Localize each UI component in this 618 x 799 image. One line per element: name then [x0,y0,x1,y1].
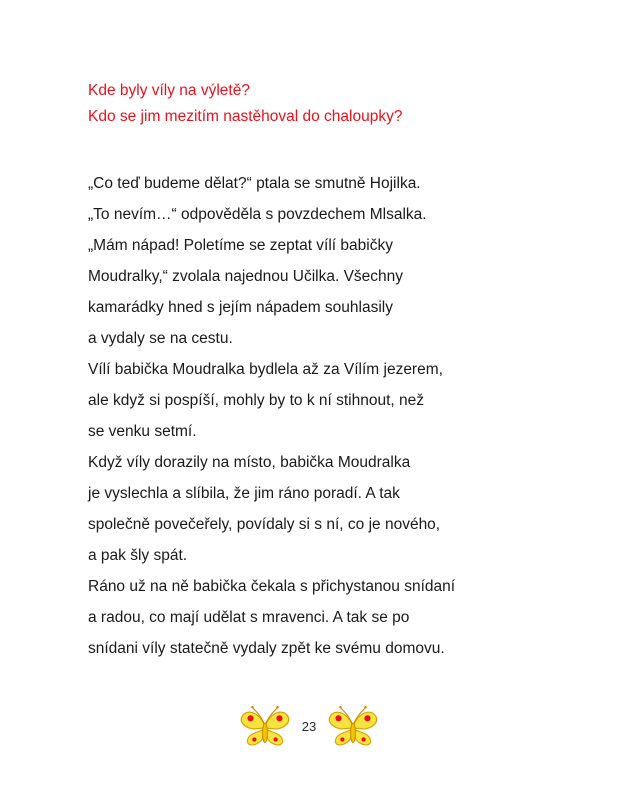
paragraph-2 [88,354,558,447]
paragraph-3 [88,447,558,571]
text-line: a vydaly se na cestu. [88,330,233,347]
paragraph-1 [88,168,558,354]
butterfly-icon [324,699,382,753]
question-line-2: Kdo se jim mezitím nastěhoval do chaloupky? [88,108,403,125]
butterfly-icon [236,699,294,753]
text-line: a pak šly spát. [88,547,188,564]
text-line: Když víly dorazily na místo, babička Moudralka [88,454,411,471]
text-line: „Mám nápad! Poletíme se zeptat vílí babičky [88,237,393,254]
text-line: ale když si pospíší, mohly by to k ní stihnout, než [88,392,424,409]
text-line: a radou, co mají udělat s mravenci. A tak se po [88,609,410,626]
question-block [88,78,558,130]
paragraph-4 [88,571,558,664]
story-body [88,168,558,664]
text-line: Vílí babička Moudralka bydlela až za Vílím jezerem, [88,361,443,378]
text-line: společně povečeřely, povídaly si s ní, co je nového, [88,516,441,533]
text-line: „Co teď budeme dělat?“ ptala se smutně Hojilka. [88,175,421,192]
question-line-1: Kde byly víly na výletě? [88,82,250,99]
page-number: 23 [301,718,317,734]
text-line: Moudralky,“ zvolala najednou Učilka. Všechny [88,268,404,285]
text-line: kamarádky hned s jejím nápadem souhlasily [88,299,393,316]
text-line: se venku setmí. [88,423,197,440]
text-line: snídani víly statečně vydaly zpět ke svému domovu. [88,640,445,657]
text-line: je vyslechla a slíbila, že jim ráno poradí. A tak [88,485,400,502]
text-line: Ráno už na ně babička čekala s přichystanou snídaní [88,578,456,595]
page-footer [0,699,618,753]
text-line: „To nevím…“ odpověděla s povzdechem Mlsalka. [88,206,427,223]
